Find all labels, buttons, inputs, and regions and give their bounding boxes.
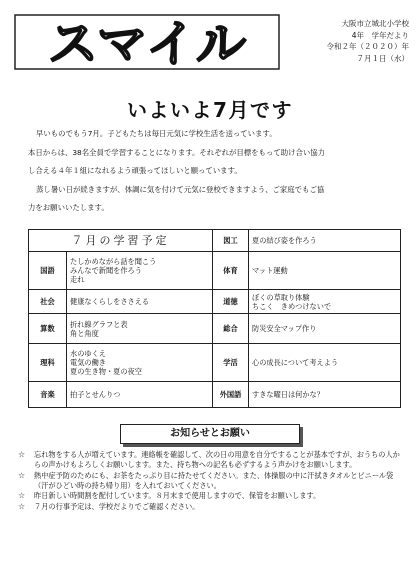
table-row <box>29 252 401 290</box>
table-row <box>29 344 401 382</box>
star-icon: ☆ <box>18 501 26 511</box>
intro-line: 本日からは、38名全員で学習することになります。それぞれが目標をもって助け合い協力 <box>28 147 326 157</box>
headline: いよいよ7月です <box>127 98 293 122</box>
subject-label: 国語 <box>29 252 67 290</box>
subject-label: 外国語 <box>213 382 249 408</box>
list-item <box>18 450 406 470</box>
notice-text: ７月の行事予定は、学校だよりでご確認ください。 <box>34 501 200 511</box>
subject-detail: 夏の結び姿を作ろう <box>249 230 401 252</box>
intro-line: し合える４年１組になれるよう頑張ってほしいと願っています。 <box>28 166 242 175</box>
table-row <box>29 230 401 252</box>
subject-label: 道徳 <box>213 290 249 314</box>
schedule-title: ７月の学習予定 <box>29 230 213 252</box>
smile-logo-text: スマイル <box>48 15 246 70</box>
list-item <box>18 471 406 491</box>
school-name: 大阪市立城北小学校 <box>341 19 409 28</box>
newsletter-name: 4年 学年だより <box>351 30 409 40</box>
notice-text: 熱中症予防のためにも、お茶をたっぷり目に持たせてください。また、体操服の中に汗拭きタオルとビニール袋（汗がひどい時の持ち帰り用）を入れておいてください。 <box>34 470 394 490</box>
subject-detail: 心の成長について考えよう <box>249 344 401 382</box>
intro-line: 力をお願いいたします。 <box>28 203 109 212</box>
study-schedule-table <box>28 229 401 408</box>
smile-logo <box>14 14 280 70</box>
table-row <box>29 290 401 314</box>
subject-detail: 水のゆくえ 電気の働き 夏の生き物・夏の夜空 <box>67 344 213 382</box>
notice-heading: お知らせとお願い <box>120 424 300 444</box>
intro-line: 蒸し暑い日が続きますが、体調に気を付けて元気に登校できますよう、ご家庭でもご協 <box>36 184 325 194</box>
subject-label: 理科 <box>29 344 67 382</box>
list-item <box>18 502 406 512</box>
issue-date: ７月１日（水） <box>356 53 409 63</box>
star-icon: ☆ <box>18 491 26 500</box>
star-icon: ☆ <box>18 470 26 480</box>
subject-detail: 拍子とせんりつ <box>67 382 213 408</box>
list-item <box>18 491 406 501</box>
subject-detail: すきな曜日は何かな？ <box>249 382 401 408</box>
subject-detail: 防災安全マップ作り <box>249 314 401 344</box>
intro-text <box>28 125 400 218</box>
star-icon: ☆ <box>18 450 26 459</box>
notice-text: 忘れ物をする人が増えています。連絡帳を確認して、次の日の用意を自分ですることが基本ですが、おうちの人からの声かけもよろしくお願いします。また、持ち物への記名も必ずするよう声かけをお願いします。 <box>34 450 400 469</box>
subject-label: 学活 <box>213 344 249 382</box>
subject-label: 音楽 <box>29 382 67 408</box>
table-row <box>29 382 401 408</box>
subject-label: 社会 <box>29 290 67 314</box>
subject-detail: たしかめながら話を聞こう みんなで新聞を作ろう 走れ <box>67 252 213 290</box>
subject-label: 算数 <box>29 314 67 344</box>
intro-line: 早いものでもう7月。子どもたちは毎日元気に学校生活を送っています。 <box>36 129 277 138</box>
subject-label: 体育 <box>213 252 249 290</box>
subject-detail: マット運動 <box>249 252 401 290</box>
subject-detail: 折れ線グラフと表 角と角度 <box>67 314 213 344</box>
subject-label: 総合 <box>213 314 249 344</box>
subject-detail: ぼくの草取り体験 ちこく きめつけないで <box>249 290 401 314</box>
notice-list <box>18 450 406 512</box>
notice-text: 昨日新しい時間割を配付しています。８月末まで使用しますので、保管をお願いします。 <box>34 491 321 500</box>
subject-detail: 健康なくらしをささえる <box>67 290 213 314</box>
table-row <box>29 314 401 344</box>
smile-logo-art <box>14 14 280 70</box>
era-date: 令和２年（２０２０）年 <box>326 42 409 51</box>
subject-label: 図工 <box>213 230 249 252</box>
issuer-block <box>287 18 409 64</box>
